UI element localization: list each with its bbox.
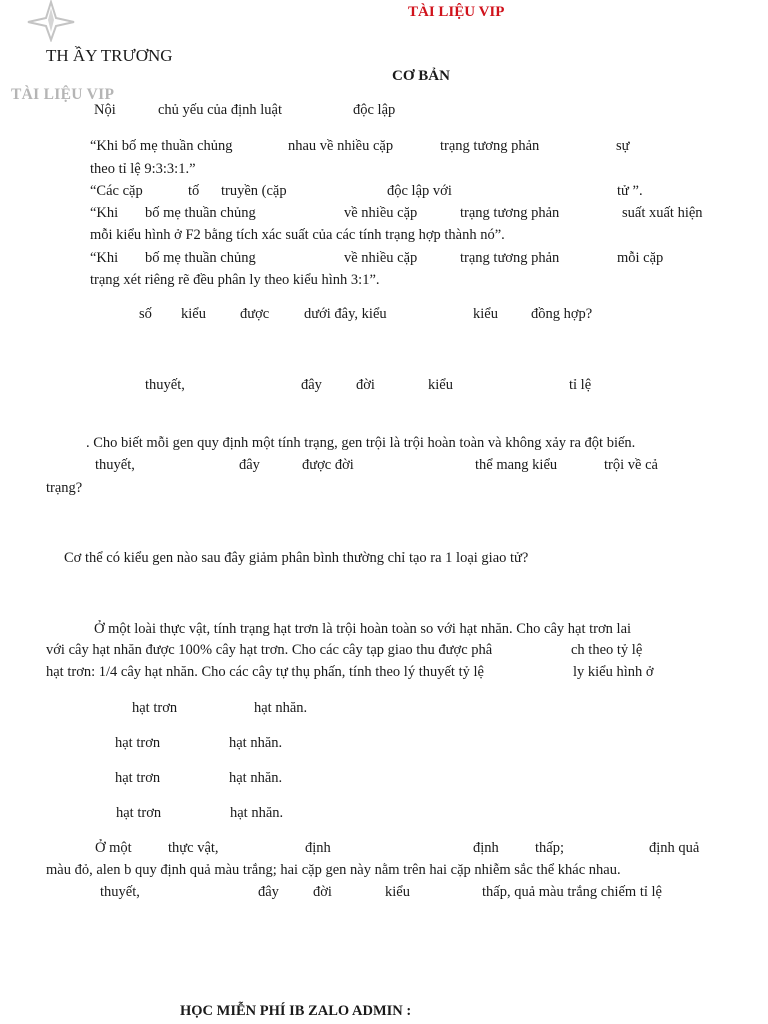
text-segment: kiểu	[473, 306, 498, 322]
text-segment: đây	[301, 377, 322, 393]
text-segment: trạng tương phản	[440, 138, 540, 154]
text-segment: đây	[239, 457, 260, 473]
text-segment: trạng xét riêng rẽ đều phân ly theo kiểu hình 3:1”.	[90, 272, 380, 288]
text-segment: truyền (cặp	[221, 183, 287, 199]
author-name: TH ẦY TRƯƠNG	[46, 46, 173, 65]
text-segment: Ở một loài thực vật, tính trạng hạt trơn là trội hoàn toàn so với hạt nhăn. Cho cây hạt trơn lai	[94, 621, 632, 637]
text-segment: dưới đây, kiểu	[304, 306, 387, 322]
text-segment: màu đỏ, alen b quy định quả màu trắng; hai cặp gen này nằm trên hai cặp nhiễm sắc thể khác nhau.	[46, 862, 621, 878]
text-segment: hạt trơn	[115, 770, 161, 786]
text-segment: số	[139, 306, 152, 322]
text-segment: thuyết,	[145, 377, 185, 393]
text-segment: trạng tương phản	[460, 205, 560, 221]
text-segment: hạt nhăn.	[229, 735, 283, 751]
text-segment: thể mang kiểu	[475, 457, 558, 473]
text-segment: bố mẹ thuần chủng	[145, 250, 256, 266]
text-segment: ch theo tỷ lệ	[571, 642, 643, 658]
text-segment: hạt trơn	[132, 700, 178, 716]
text-segment: thuyết,	[95, 457, 135, 473]
text-segment: được	[240, 306, 270, 322]
text-segment: thuyết,	[100, 884, 140, 900]
text-segment: về nhiều cặp	[344, 250, 418, 266]
text-segment: hạt trơn: 1/4 cây hạt nhăn. Cho các cây tự thụ phấn, tính theo lý thuyết tỷ lệ	[46, 664, 484, 680]
text-segment: “Khi	[90, 250, 119, 266]
text-segment: “Khi bố mẹ thuần chủng	[90, 138, 233, 154]
text-segment: kiểu	[428, 377, 453, 393]
text-segment: độc lập với	[387, 183, 452, 199]
section-title: CƠ BẢN	[392, 68, 450, 84]
text-segment: Nội	[94, 102, 116, 118]
text-segment: độc lập	[353, 102, 396, 118]
text-segment: tố	[188, 183, 200, 199]
text-segment: đây	[258, 884, 279, 900]
text-segment: hạt nhăn.	[254, 700, 308, 716]
text-segment: thấp;	[535, 840, 564, 856]
text-segment: thấp, quả màu trắng chiếm tỉ lệ	[482, 884, 662, 900]
top-label: TÀI LIỆU VIP	[408, 4, 505, 20]
text-segment: suất xuất hiện	[622, 205, 703, 221]
vip-logo-icon	[26, 0, 76, 42]
text-segment: mỗi cặp	[617, 250, 664, 266]
text-segment: hạt nhăn.	[229, 770, 283, 786]
text-segment: tỉ lệ	[569, 377, 592, 393]
text-segment: kiểu	[181, 306, 206, 322]
text-segment: “Khi	[90, 205, 119, 221]
text-segment: nhau về nhiều cặp	[288, 138, 394, 154]
text-segment: chủ yếu của định luật	[158, 102, 283, 118]
text-segment: hạt trơn	[115, 735, 161, 751]
text-segment: được đời	[302, 457, 354, 473]
watermark-text: TÀI LIỆU VIP	[11, 86, 115, 103]
text-segment: với cây hạt nhăn được 100% cây hạt trơn. Cho các cây tạp giao thu được phâ	[46, 642, 493, 658]
text-segment: hạt nhăn.	[230, 805, 284, 821]
text-segment: về nhiều cặp	[344, 205, 418, 221]
text-segment: theo tỉ lệ 9:3:3:1.”	[90, 161, 196, 177]
text-segment: tử ”.	[617, 183, 643, 199]
text-segment: đời	[313, 884, 332, 900]
text-segment: bố mẹ thuần chủng	[145, 205, 256, 221]
text-segment: thực vật,	[168, 840, 219, 856]
text-segment: sự	[616, 138, 630, 154]
text-segment: mỗi kiểu hình ở F2 bằng tích xác suất của các tính trạng hợp thành nó”.	[90, 227, 505, 243]
text-segment: Cơ thể có kiểu gen nào sau đây giảm phân bình thường chỉ tạo ra 1 loại giao tử?	[64, 550, 529, 566]
text-segment: định quả	[649, 840, 700, 856]
text-segment: hạt trơn	[116, 805, 162, 821]
text-segment: đồng hợp?	[531, 306, 593, 322]
text-segment: . Cho biết mỗi gen quy định một tính trạng, gen trội là trội hoàn toàn và không xảy ra đột biến.	[86, 435, 636, 451]
text-segment: trạng tương phản	[460, 250, 560, 266]
text-segment: trạng?	[46, 480, 83, 496]
text-segment: ly kiểu hình ở	[573, 664, 654, 680]
text-segment: trội về cả	[604, 457, 658, 473]
text-segment: Ở một	[95, 840, 132, 856]
text-segment: đời	[356, 377, 375, 393]
text-segment: định	[305, 840, 331, 856]
text-segment: định	[473, 840, 499, 856]
text-segment: kiểu	[385, 884, 410, 900]
text-segment: “Các cặp	[90, 183, 143, 199]
footer-label: HỌC MIỄN PHÍ IB ZALO ADMIN :	[180, 1003, 412, 1019]
